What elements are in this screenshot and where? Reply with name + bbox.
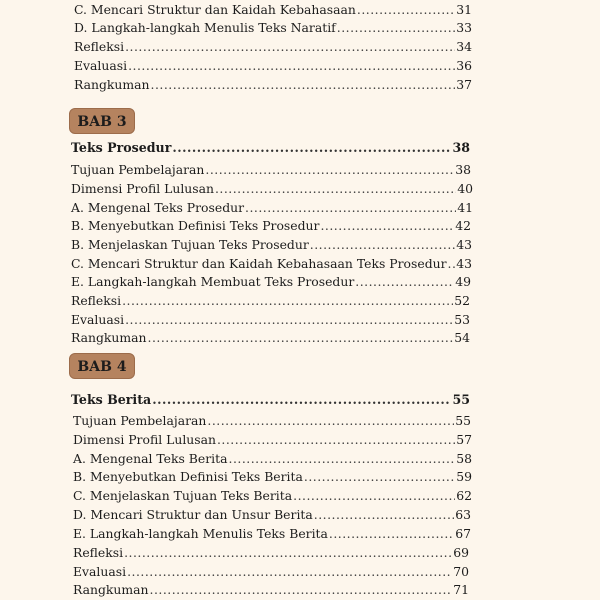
toc-entry-label: D. Mencari Struktur dan Unsur Berita [73,507,313,522]
toc-entry-label: Evaluasi [74,58,128,73]
toc-entry-label: A. Mengenal Teks Prosedur [71,200,245,215]
toc-entry-page: 67 [455,526,471,541]
toc-entry-label: A. Mengenal Teks Berita [73,451,228,466]
leader-dots [293,488,455,504]
toc-entry-label: Rangkuman [74,77,150,92]
toc-entry [73,564,469,580]
toc-entry [71,274,471,290]
toc-entry-page: 43 [456,237,472,252]
leader-dots [125,312,453,328]
toc-entry [73,545,469,561]
toc-entry [71,218,471,234]
toc-entry [74,77,472,93]
toc-entry [73,582,469,598]
leader-dots [355,274,454,290]
toc-entry [73,451,472,467]
toc-entry-page: 54 [454,330,470,345]
toc-entry-page: 52 [454,293,470,308]
toc-entry [71,181,473,197]
leader-dots [127,564,452,580]
toc-entry [73,488,472,504]
toc-entry-page: 42 [455,218,471,233]
toc-entry-label: Dimensi Profil Lulusan [73,432,216,447]
toc-entry-label: Evaluasi [71,312,125,327]
toc-entry-page: 49 [455,274,471,289]
leader-dots [150,582,453,598]
toc-entry [71,293,470,309]
toc-entry [74,39,472,55]
leader-dots [215,181,456,197]
toc-entry-page: 69 [453,545,469,560]
toc-entry-label: Refleksi [71,293,122,308]
leader-dots [337,20,455,36]
chapter-title-page: 38 [452,140,470,155]
toc-entry-page: 58 [456,451,472,466]
toc-entry-label: B. Menyebutkan Definisi Teks Prosedur [71,218,320,233]
leader-dots [310,237,455,253]
leader-dots [172,140,451,156]
toc-entry-label: C. Menjelaskan Tujuan Teks Berita [73,488,293,503]
toc-entry-page: 31 [456,2,472,17]
toc-entry-label: Refleksi [74,39,125,54]
toc-entry [71,330,470,346]
leader-dots [304,469,455,485]
toc-entry [73,469,472,485]
toc-entry-page: 59 [456,469,472,484]
chapter-title-label: Teks Berita [71,392,152,407]
toc-entry [73,413,471,429]
toc-entry-label: Dimensi Profil Lulusan [71,181,214,196]
leader-dots [217,432,455,448]
toc-entry-page: 62 [456,488,472,503]
toc-entry [74,20,472,36]
toc-entry-label: E. Langkah-langkah Menulis Teks Berita [73,526,328,541]
toc-entry-label: Tujuan Pembelajaran [71,162,205,177]
toc-entry-page: 34 [456,39,472,54]
leader-dots [448,256,456,272]
chapter-badge: BAB 3 [69,108,135,134]
chapter-badge: BAB 4 [69,353,135,379]
toc-entry-page: 37 [456,77,472,92]
toc-entry [73,526,471,542]
leader-dots [245,200,456,216]
toc-entry [74,58,472,74]
toc-entry [71,256,472,272]
toc-entry-page: 33 [456,20,472,35]
toc-entry-label: C. Mencari Struktur dan Kaidah Kebahasaan Teks Prosedur [71,256,447,271]
toc-entry [73,507,471,523]
leader-dots [207,413,454,429]
leader-dots [357,2,455,18]
toc-entry-label: D. Langkah-langkah Menulis Teks Naratif [74,20,336,35]
toc-entry-label: Refleksi [73,545,124,560]
chapter-title-entry [71,140,470,156]
chapter-title-label: Teks Prosedur [71,140,172,155]
leader-dots [329,526,454,542]
leader-dots [314,507,454,523]
leader-dots [152,392,451,408]
toc-entry [73,432,472,448]
toc-entry-page: 36 [456,58,472,73]
leader-dots [122,293,453,309]
toc-entry-page: 71 [453,582,469,597]
toc-entry-label: Rangkuman [71,330,147,345]
chapter-title-entry [71,392,470,408]
toc-entry-page: 53 [454,312,470,327]
toc-entry-label: B. Menjelaskan Tujuan Teks Prosedur [71,237,309,252]
toc-entry-page: 70 [453,564,469,579]
toc-entry-page: 40 [457,181,473,196]
toc-entry-page: 38 [455,162,471,177]
toc-entry-label: B. Menyebutkan Definisi Teks Berita [73,469,303,484]
leader-dots [229,451,456,467]
toc-entry [71,162,471,178]
toc-entry [74,2,472,18]
toc-entry [71,200,473,216]
toc-entry-page: 41 [457,200,473,215]
toc-entry [71,312,470,328]
toc-entry-label: Rangkuman [73,582,149,597]
toc-entry-page: 57 [456,432,472,447]
leader-dots [151,77,456,93]
leader-dots [125,39,455,55]
leader-dots [148,330,454,346]
toc-entry-label: Evaluasi [73,564,127,579]
toc-entry-label: Tujuan Pembelajaran [73,413,207,428]
toc-entry-page: 55 [455,413,471,428]
leader-dots [205,162,454,178]
leader-dots [320,218,454,234]
leader-dots [124,545,452,561]
toc-entry-page: 63 [455,507,471,522]
leader-dots [128,58,455,74]
toc-entry-page: 43 [456,256,472,271]
toc-entry [71,237,472,253]
chapter-title-page: 55 [452,392,470,407]
toc-entry-label: C. Mencari Struktur dan Kaidah Kebahasaan [74,2,356,17]
toc-entry-label: E. Langkah-langkah Membuat Teks Prosedur [71,274,355,289]
